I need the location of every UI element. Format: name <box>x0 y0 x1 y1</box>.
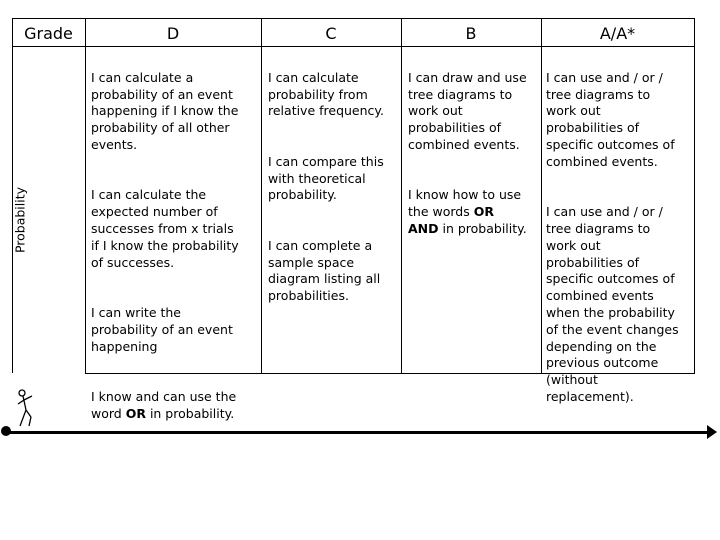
arrow-head-icon <box>707 425 717 439</box>
grade-c-statement: I can complete a sample space diagram listing all probabilities. <box>268 237 381 304</box>
column-divider <box>85 18 86 373</box>
grade-d-statement: I can calculate the expected number of successes from x trials if I know the probability of successes. <box>91 187 239 270</box>
grade-table <box>12 18 695 421</box>
grade-b-cell <box>408 53 540 271</box>
grade-d-statement: I can calculate a probability of an event happening if I know the probability of all other events. <box>91 69 239 152</box>
walking-figure-icon <box>14 388 38 428</box>
table-border-right <box>694 18 695 373</box>
grade-a-cell <box>546 53 694 439</box>
grade-d-cell <box>91 53 259 456</box>
column-divider <box>261 18 262 373</box>
probability-row-label: Probability <box>12 186 28 254</box>
grade-b-header: B <box>465 24 477 43</box>
column-divider <box>401 18 402 373</box>
grade-c-cell <box>268 53 400 339</box>
grade-header: Grade <box>24 24 73 43</box>
grade-c-statement: I can compare this with theoretical probability. <box>268 153 384 203</box>
grade-b-statement: I can draw and use tree diagrams to work out probabilities of combined events. <box>408 69 527 152</box>
grade-d-statement: I can write the probability of an event happening <box>91 304 233 354</box>
grade-c-statement: I can calculate probability from relative frequency. <box>268 69 385 119</box>
grade-d-statement: I know and can use the word OR in probability. <box>91 388 237 421</box>
grade-a-statement: I can use and / or / tree diagrams to work out probabilities of specific outcomes of combined events. <box>546 69 675 169</box>
grade-c-header: C <box>325 24 337 43</box>
table-border-top <box>12 18 695 19</box>
grade-d-header: D <box>166 24 180 43</box>
grade-a-statement: I can use and / or / tree diagrams to work out probabilities of specific outcomes of combined events when the probability of the event changes depending on the previous outcome (without replacement). <box>546 204 679 404</box>
header-divider <box>12 46 695 47</box>
grade-a-header: A/A* <box>599 24 636 43</box>
grade-b-statement: I know how to use the words OR AND in probability. <box>408 187 527 236</box>
progress-arrow-icon <box>5 431 713 434</box>
column-divider <box>541 18 542 373</box>
